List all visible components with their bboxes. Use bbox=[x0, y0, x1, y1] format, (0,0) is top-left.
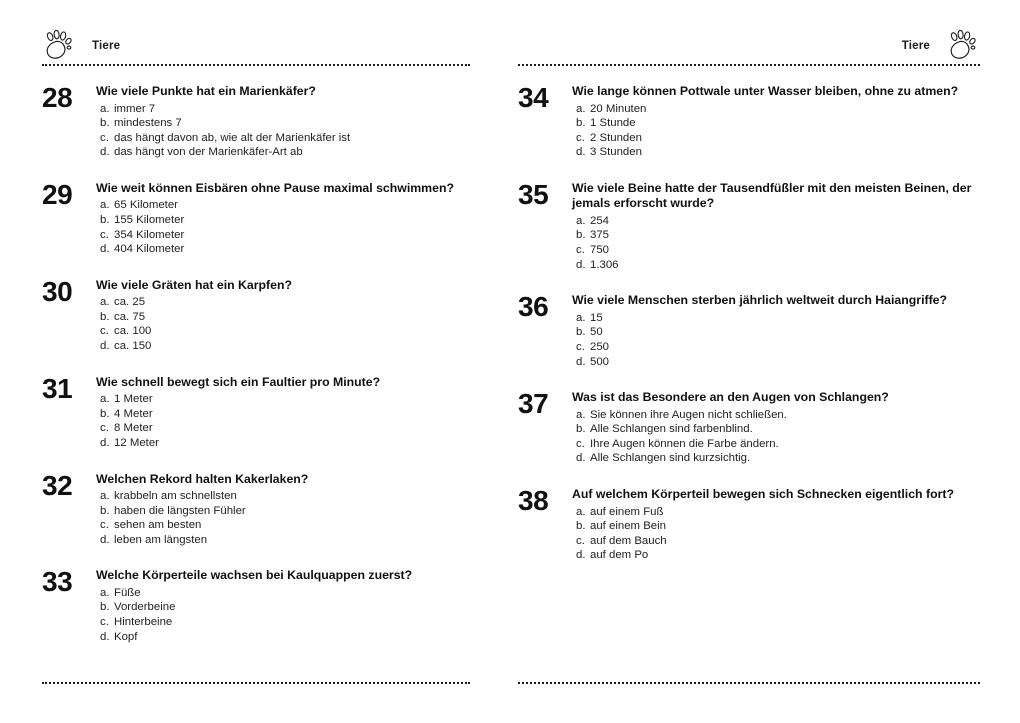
answer-letter: d. bbox=[100, 243, 110, 256]
answer-text: mindestens 7 bbox=[114, 117, 182, 130]
question-number: 29 bbox=[42, 178, 73, 210]
answer-text: 8 Meter bbox=[114, 422, 153, 435]
answer-letter: d. bbox=[576, 355, 586, 368]
answer-text: 155 Kilometer bbox=[114, 213, 185, 226]
answer-text: ca. 150 bbox=[114, 340, 152, 353]
footer-dotted-rule bbox=[42, 682, 470, 684]
answer-letter: d. bbox=[100, 630, 110, 643]
right-page-column bbox=[510, 0, 1020, 723]
answer-option[interactable] bbox=[572, 311, 980, 326]
answer-text: auf dem Po bbox=[590, 549, 649, 562]
answer-text: Vorderbeine bbox=[114, 601, 176, 614]
header-dotted-rule bbox=[42, 64, 470, 66]
answer-letter: b. bbox=[100, 117, 110, 130]
answer-option[interactable] bbox=[572, 422, 980, 437]
answer-letter: a. bbox=[576, 214, 586, 227]
answer-letter: c. bbox=[576, 340, 585, 353]
answer-text: 20 Minuten bbox=[590, 102, 647, 115]
answer-text: Hinterbeine bbox=[114, 616, 173, 629]
answer-text: 254 bbox=[590, 214, 610, 227]
answer-text: das hängt davon ab, wie alt der Marienkäfer ist bbox=[114, 131, 351, 144]
question-text: Wie schnell bewegt sich ein Faultier pro Minute? bbox=[96, 374, 381, 389]
answer-letter: a. bbox=[100, 393, 110, 406]
answer-list bbox=[96, 295, 470, 353]
question-block bbox=[42, 469, 470, 548]
answer-text: 15 bbox=[590, 311, 603, 324]
answer-letter: d. bbox=[576, 146, 586, 159]
answer-option[interactable] bbox=[572, 243, 980, 258]
answer-option[interactable] bbox=[96, 600, 470, 615]
answer-option[interactable] bbox=[96, 324, 470, 339]
answer-option[interactable] bbox=[96, 131, 470, 146]
right-running-head bbox=[518, 28, 980, 64]
answer-letter: b. bbox=[576, 520, 586, 533]
answer-option[interactable] bbox=[572, 102, 980, 117]
answer-text: 375 bbox=[590, 229, 610, 242]
answer-option[interactable] bbox=[96, 518, 470, 533]
answer-text: 500 bbox=[590, 355, 610, 368]
answer-option[interactable] bbox=[96, 228, 470, 243]
answer-letter: a. bbox=[100, 490, 110, 502]
answer-option[interactable] bbox=[96, 198, 470, 213]
answer-letter: d. bbox=[576, 549, 586, 562]
answer-list bbox=[96, 198, 470, 256]
answer-text: 4 Meter bbox=[114, 407, 153, 420]
answer-text: leben am längsten bbox=[114, 533, 208, 546]
answer-text: das hängt von der Marienkäfer-Art ab bbox=[114, 146, 303, 159]
answer-text: Kopf bbox=[114, 630, 138, 643]
question-block bbox=[42, 568, 470, 644]
answer-option[interactable] bbox=[572, 258, 980, 273]
question-block bbox=[42, 84, 470, 160]
answer-option[interactable] bbox=[572, 451, 980, 466]
question-text: Auf welchem Körperteil bewegen sich Schnecken eigentlich fort? bbox=[572, 487, 954, 501]
question-text: Wie viele Gräten hat ein Karpfen? bbox=[96, 277, 293, 292]
answer-text: ca. 25 bbox=[114, 296, 146, 309]
question-text: Welchen Rekord halten Kakerlaken? bbox=[96, 471, 309, 486]
answer-text: 50 bbox=[590, 326, 603, 339]
answer-letter: c. bbox=[100, 228, 109, 241]
answer-text: 12 Meter bbox=[114, 436, 159, 449]
answer-text: 354 Kilometer bbox=[114, 228, 185, 241]
question-block bbox=[42, 372, 470, 451]
answer-letter: c. bbox=[576, 534, 585, 547]
answer-option[interactable] bbox=[96, 102, 470, 117]
answer-text: 1 Meter bbox=[114, 393, 153, 406]
question-body bbox=[572, 487, 980, 563]
question-block bbox=[518, 293, 980, 369]
answer-text: 3 Stunden bbox=[590, 146, 642, 159]
answer-option[interactable] bbox=[572, 116, 980, 131]
answer-letter: a. bbox=[576, 408, 586, 421]
answer-option[interactable] bbox=[96, 295, 470, 310]
answer-letter: d. bbox=[576, 452, 586, 465]
question-body bbox=[96, 568, 470, 644]
answer-text: haben die längsten Fühler bbox=[114, 504, 246, 517]
answer-list bbox=[96, 489, 470, 547]
answer-list bbox=[96, 586, 470, 644]
answer-option[interactable] bbox=[572, 340, 980, 355]
question-number: 33 bbox=[42, 566, 73, 598]
question-body bbox=[96, 84, 470, 160]
answer-text: 2 Stunden bbox=[590, 131, 642, 144]
question-body bbox=[572, 390, 980, 466]
answer-letter: b. bbox=[576, 423, 586, 436]
answer-letter: b. bbox=[576, 117, 586, 130]
question-body bbox=[96, 278, 470, 354]
answer-text: 250 bbox=[590, 340, 610, 353]
answer-option[interactable] bbox=[96, 504, 470, 519]
answer-option[interactable] bbox=[96, 213, 470, 228]
answer-text: auf dem Bauch bbox=[590, 534, 667, 547]
question-block bbox=[42, 275, 470, 354]
question-block bbox=[518, 178, 980, 272]
answer-text: 404 Kilometer bbox=[114, 243, 185, 256]
paw-print-icon bbox=[946, 30, 980, 62]
answer-text: Alle Schlangen sind farbenblind. bbox=[590, 423, 753, 436]
answer-option[interactable] bbox=[96, 116, 470, 131]
question-text: Wie viele Beine hatte der Tausendfüßler mit den meisten Beinen, der jemals erforscht wurde? bbox=[572, 180, 972, 211]
answer-letter: c. bbox=[576, 244, 585, 257]
question-body bbox=[96, 472, 470, 548]
right-question-list bbox=[510, 84, 1020, 584]
answer-letter: c. bbox=[100, 519, 109, 532]
answer-text: Sie können ihre Augen nicht schließen. bbox=[590, 408, 787, 421]
answer-letter: d. bbox=[100, 533, 110, 546]
question-text: Wie lange können Pottwale unter Wasser bleiben, ohne zu atmen? bbox=[572, 84, 959, 98]
answer-letter: d. bbox=[100, 436, 110, 449]
answer-option[interactable] bbox=[96, 533, 470, 548]
answer-letter: a. bbox=[576, 311, 586, 324]
answer-letter: b. bbox=[576, 326, 586, 339]
answer-text: 1 Stunde bbox=[590, 117, 636, 130]
question-body bbox=[572, 293, 980, 369]
question-body bbox=[96, 375, 470, 451]
header-dotted-rule bbox=[518, 64, 980, 66]
answer-option[interactable] bbox=[96, 615, 470, 630]
question-block bbox=[518, 84, 980, 160]
answer-letter: b. bbox=[100, 213, 110, 226]
answer-letter: b. bbox=[100, 407, 110, 420]
question-body bbox=[572, 84, 980, 160]
question-block bbox=[518, 487, 980, 563]
question-block bbox=[42, 178, 470, 257]
question-body bbox=[572, 181, 980, 272]
answer-option[interactable] bbox=[572, 505, 980, 520]
answer-option[interactable] bbox=[96, 242, 470, 257]
paw-print-icon bbox=[42, 30, 76, 62]
answer-option[interactable] bbox=[572, 131, 980, 146]
question-text: Welche Körperteile wachsen bei Kaulquappen zuerst? bbox=[96, 568, 413, 583]
answer-letter: a. bbox=[100, 102, 110, 115]
answer-letter: a. bbox=[576, 102, 586, 115]
answer-text: ca. 100 bbox=[114, 325, 152, 338]
question-text: Wie weit können Eisbären ohne Pause maximal schwimmen? bbox=[96, 180, 454, 195]
answer-option[interactable] bbox=[572, 548, 980, 563]
left-question-list bbox=[0, 84, 510, 665]
answer-letter: a. bbox=[100, 199, 110, 212]
answer-option[interactable] bbox=[96, 339, 470, 354]
answer-text: immer 7 bbox=[114, 102, 156, 115]
answer-option[interactable] bbox=[96, 630, 470, 645]
question-number: 35 bbox=[518, 178, 549, 210]
answer-letter: b. bbox=[100, 601, 110, 614]
answer-list bbox=[572, 311, 980, 369]
answer-option[interactable] bbox=[96, 436, 470, 451]
answer-list bbox=[572, 214, 980, 272]
answer-list bbox=[96, 102, 470, 160]
question-number: 36 bbox=[518, 291, 549, 323]
question-text: Wie viele Menschen sterben jährlich weltweit durch Haiangriffe? bbox=[572, 293, 948, 308]
answer-letter: c. bbox=[100, 616, 109, 629]
answer-option[interactable] bbox=[572, 355, 980, 370]
answer-text: 750 bbox=[590, 244, 610, 257]
footer-dotted-rule bbox=[518, 682, 980, 684]
answer-letter: d. bbox=[100, 146, 110, 159]
answer-text: 65 Kilometer bbox=[114, 199, 178, 212]
answer-option[interactable] bbox=[96, 586, 470, 601]
answer-letter: a. bbox=[100, 296, 110, 309]
answer-letter: b. bbox=[100, 504, 110, 517]
answer-list bbox=[572, 102, 980, 160]
answer-option[interactable] bbox=[96, 310, 470, 325]
answer-option[interactable] bbox=[572, 437, 980, 452]
answer-text: 1.306 bbox=[590, 258, 619, 271]
question-block bbox=[518, 390, 980, 466]
question-text: Wie viele Punkte hat ein Marienkäfer? bbox=[96, 84, 316, 98]
answer-option[interactable] bbox=[96, 421, 470, 436]
answer-text: krabbeln am schnellsten bbox=[114, 490, 237, 502]
answer-option[interactable] bbox=[572, 228, 980, 243]
answer-letter: d. bbox=[100, 340, 110, 353]
answer-option[interactable] bbox=[96, 392, 470, 407]
answer-text: sehen am besten bbox=[114, 519, 202, 532]
answer-list bbox=[572, 505, 980, 563]
running-head-label: Tiere bbox=[901, 40, 930, 52]
question-number: 38 bbox=[518, 485, 549, 516]
answer-option[interactable] bbox=[572, 214, 980, 229]
answer-letter: c. bbox=[100, 422, 109, 435]
question-number: 28 bbox=[42, 82, 73, 113]
running-head-label: Tiere bbox=[92, 40, 121, 52]
answer-letter: b. bbox=[576, 229, 586, 242]
answer-list bbox=[572, 408, 980, 466]
answer-text: auf einem Bein bbox=[590, 520, 666, 533]
answer-letter: c. bbox=[576, 437, 585, 450]
answer-option[interactable] bbox=[96, 407, 470, 422]
answer-option[interactable] bbox=[572, 145, 980, 160]
answer-option[interactable] bbox=[572, 534, 980, 549]
answer-text: auf einem Fuß bbox=[590, 505, 664, 518]
left-running-head bbox=[42, 28, 470, 64]
answer-option[interactable] bbox=[572, 408, 980, 423]
answer-letter: a. bbox=[576, 505, 586, 518]
answer-option[interactable] bbox=[572, 519, 980, 534]
answer-option[interactable] bbox=[96, 489, 470, 504]
answer-text: Ihre Augen können die Farbe ändern. bbox=[590, 437, 779, 450]
answer-letter: c. bbox=[576, 131, 585, 144]
answer-letter: c. bbox=[100, 131, 109, 144]
question-text: Was ist das Besondere an den Augen von Schlangen? bbox=[572, 390, 889, 405]
answer-text: ca. 75 bbox=[114, 310, 146, 323]
answer-option[interactable] bbox=[96, 145, 470, 160]
question-number: 32 bbox=[42, 469, 73, 501]
question-number: 30 bbox=[42, 275, 73, 307]
question-number: 31 bbox=[42, 372, 73, 404]
question-body bbox=[96, 181, 470, 257]
answer-list bbox=[96, 392, 470, 450]
answer-text: Füße bbox=[114, 586, 141, 599]
answer-letter: c. bbox=[100, 325, 109, 338]
answer-letter: b. bbox=[100, 310, 110, 323]
answer-option[interactable] bbox=[572, 325, 980, 340]
answer-letter: d. bbox=[576, 258, 586, 271]
question-number: 34 bbox=[518, 82, 549, 113]
answer-text: Alle Schlangen sind kurzsichtig. bbox=[590, 452, 751, 465]
answer-letter: a. bbox=[100, 586, 110, 599]
question-number: 37 bbox=[518, 388, 549, 420]
